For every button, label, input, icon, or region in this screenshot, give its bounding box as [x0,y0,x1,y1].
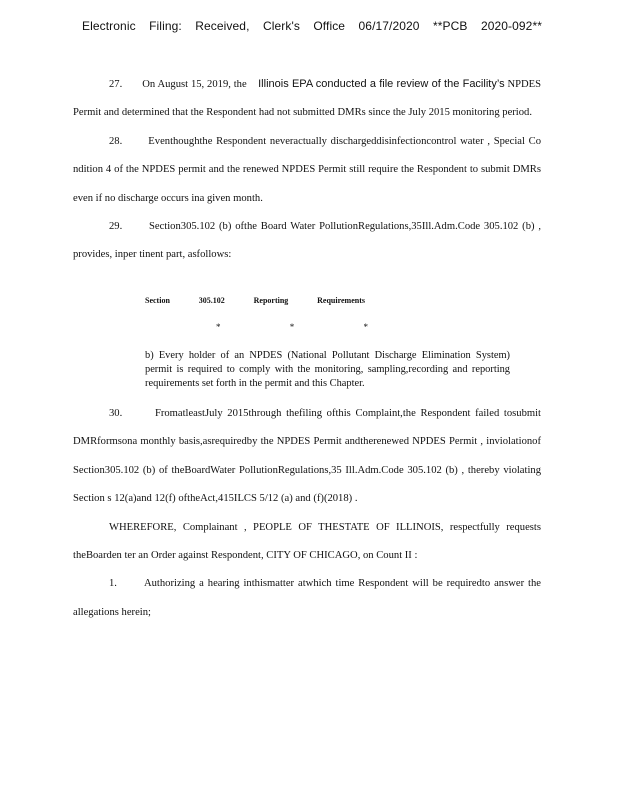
filing-header [82,19,542,33]
heading-word: Section [145,296,170,305]
document-body-upper [73,70,541,270]
header-docket-number: 2020-092** [480,19,542,33]
paragraph-text: Eventhoughthe Respondent neveractually dischargeddisinfectioncontrol water , Special Co ndition 4 of the NPDES permit and the renewed NPDES Permit still require the Respondent to submit DMRs even if no discharge occurs ina given month. [73,135,541,204]
paragraph-text: Section305.102 (b) ofthe Board Water PollutionRegulations,35Ill.Adm.Code 305.102 (b) , provides, inper tinent part, asfollows: [73,221,541,261]
paragraph-number: 29. [109,221,123,233]
item-number: 1. [109,578,117,590]
asterisk: * [289,322,295,332]
asterisk: * [216,322,221,332]
header-word: Received, [195,19,250,33]
paragraph-text: NPDES Permit and determined that the Respondent had not submitted DMRs since the July 2015 monitoring period. [73,79,541,119]
paragraph-29 [73,213,541,270]
quoted-section-heading [145,296,365,305]
paragraph-text: Illinois EPA conducted a file review of the Facility’s [258,78,505,90]
heading-word: Requirements [317,296,365,305]
header-word: Clerk's [262,19,300,33]
heading-word: Reporting [253,296,289,305]
header-docket-prefix: **PCB [433,19,468,33]
relief-item-1 [73,570,541,627]
wherefore-paragraph: WHEREFORE, Complainant , PEOPLE OF THESTATE OF ILLINOIS, respectfully requests theBoarden ter an Order against Respondent, CITY OF CHICAGO, on Count II : [73,521,541,562]
paragraph-number: 30. [109,408,123,419]
header-word: Electronic [82,19,136,33]
item-text: Authorizing a hearing inthismatter atwhich time Respondent will be requiredto answer the allegations herein; [73,578,541,618]
heading-word: 305.102 [198,296,225,305]
block-quote: b) Every holder of an NPDES (National Pollutant Discharge Elimination System) permit is required to comply with the monitoring, sampling,recording and reporting requirements set forth in the permit and this Chapter. [145,350,510,389]
header-word: Filing: [149,19,182,33]
paragraph-28 [73,128,541,213]
paragraph-text: FromatleastJuly 2015through thefiling ofthis Complaint,the Respondent failed tosubmit DMRformsona monthly basis,asrequiredby the NPDES Permit andtherenewed NPDES Permit , inviolationof Section305.102 (b) of theBoardWater PollutionRegulations,35 Ill.Adm.Code 305.102 (b) , thereby violating Section s 12(a)and 12(f) oftheAct,415ILCS 5/12 (a) and (f)(2018) . [73,408,541,505]
asterisk: * [363,322,368,332]
paragraph-number: 28. [109,135,123,147]
paragraph-30 [73,400,541,514]
paragraph-27 [73,70,541,128]
omission-asterisks [216,322,368,332]
paragraph-text: On August 15, 2019, the [142,79,247,90]
document-body-lower [73,400,541,627]
header-word: Office [313,19,346,33]
header-date: 06/17/2020 [358,19,420,33]
paragraph-number: 27. [109,79,123,90]
